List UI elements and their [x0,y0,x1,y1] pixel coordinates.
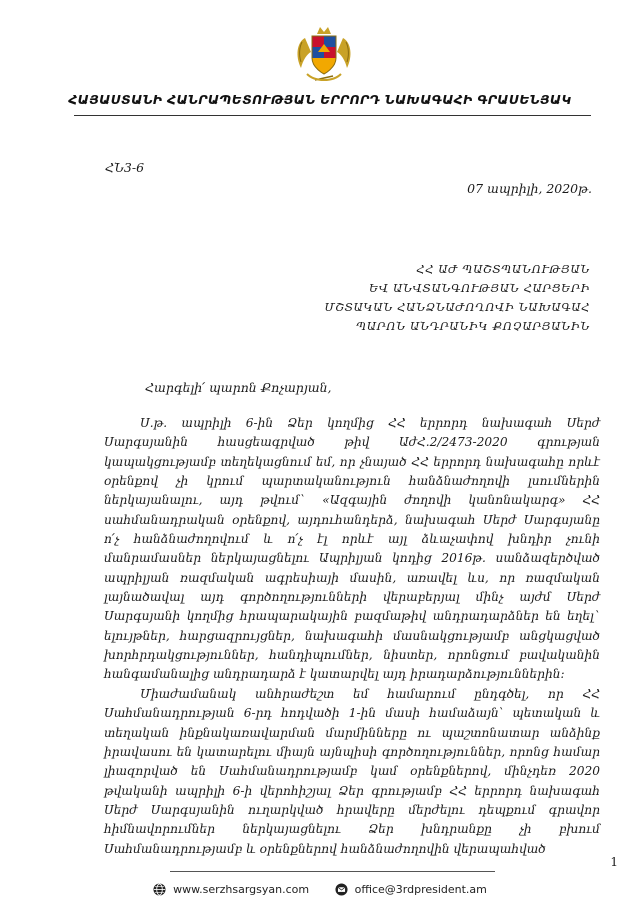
footer-contacts [0,883,640,899]
letter-body [104,414,600,859]
body-paragraph: Ս.թ. ապրիլի 6-ին Ձեր կողմից ՀՀ երրորդ նախագահ Սերժ Սարգսյանին հասցեագրված թիվ ԱժՀ.2/2473-2020 գրության կապակցությամբ տեղեկացնում եմ, որ չնայած ՀՀ երրորդ նախագահը որևէ օրենքով չի կրում պարտականություն հանձնաժողովի լսումներին ներկայանալու, այդ թվում` «Ազգային ժողովի կանոնակարգ» ՀՀ սահմանադրական օրենքով, այդուհանդերձ, նախագահ Սերժ Սարգսյանը ո՛չ հանձնաժողովում և ո՛չ էլ որևէ այլ ձևաչափով խնդիր չունի մանրամասներ ներկայացնելու Ապրիլյան կոդից 2016թ. սանձազերծված ապրիլյան ռազմական ագրեսիայի մասին, առավել ևս, որ ռազմական լայնածավալ այդ գործողությունների վերաբերյալ մինչ այժմ Սերժ Սարգսյանի կողմից հրապարակային բազմաթիվ անդրադարձներ են եղել` ելույթներ, հարցազրույցներ, նախագահի մասնակցությամբ անցկացված խորհրդակցություններ, հանդիպումներ, նիստեր, որոնցում բավականին հանգամանալից անդրադարձ է կատարվել այդ իրադարձություններին: [104,416,600,682]
globe-icon [153,883,166,896]
email-contact[interactable] [335,883,487,896]
addressee-line: ՊԱՐՈՆ ԱՆԴՐԱՆԻԿ ՔՈՉԱՐՅԱՆԻՆ [356,319,590,333]
header-divider [74,115,591,116]
coat-of-arms-emblem [293,24,355,84]
addressee-line: ԵՎ ԱՆՎՏԱՆԳՈՒԹՅԱՆ ՀԱՐՑԵՐԻ [369,281,590,295]
footer-divider [170,871,495,872]
body-paragraph: Միաժամանակ անհրաժեշտ եմ համարում ընդգծել, որ ՀՀ Սահմանադրության 6-րդ հոդվածի 1-ին մասի համաձայն՝ պետական և տեղական ինքնակառավարման մարմինները ու պաշտոնատար անձինք իրավասու են կատարելու միայն այնպիսի գործողություններ, որոնց համար լիազորված են Սահմանադրությամբ կամ օրենքներով, մինչդեռ 2020 թվականի ապրիլի 6-ի վերոհիշյալ Ձեր գրությամբ ՀՀ երրորդ նախագահ Սերժ Սարգսյանին ուղարկված հրավերը մերժելու դեպքում գրավոր հիմնավորումներ ներկայացնելու Ձեր խնդրանքը չի բխում Սահմանադրությամբ և օրենքներով հանձնաժողովին վերապահված [104,686,600,856]
envelope-icon [335,883,348,896]
website-link[interactable]: www.serzhsargsyan.com [173,883,310,896]
website-contact[interactable] [153,883,309,896]
addressee-line: ՀՀ ԱԺ ՊԱՇՏՊԱՆՈՒԹՅԱՆ [416,262,590,276]
addressee-line: ՄՇՏԱԿԱՆ ՀԱՆՁՆԱԺՈՂՈՎԻ ՆԱԽԱԳԱՀ [324,300,590,314]
email-link[interactable]: office@3rdpresident.am [354,883,487,896]
letter-date: 07 ապրիլի, 2020թ. [467,181,592,196]
salutation: Հարգելի՛ պարոն Քոչարյան, [145,380,332,395]
organization-title: ՀԱՅԱՍՏԱՆԻ ՀԱՆՐԱՊԵՏՈՒԹՅԱՆ ԵՐՐՈՐԴ ՆԱԽԱԳԱՀԻ ԳՐԱՍԵՆՅԱԿ [68,92,572,107]
page-number: 1 [610,855,618,869]
reference-number: ՀՆ3-6 [105,160,145,175]
addressee-block [324,260,590,336]
